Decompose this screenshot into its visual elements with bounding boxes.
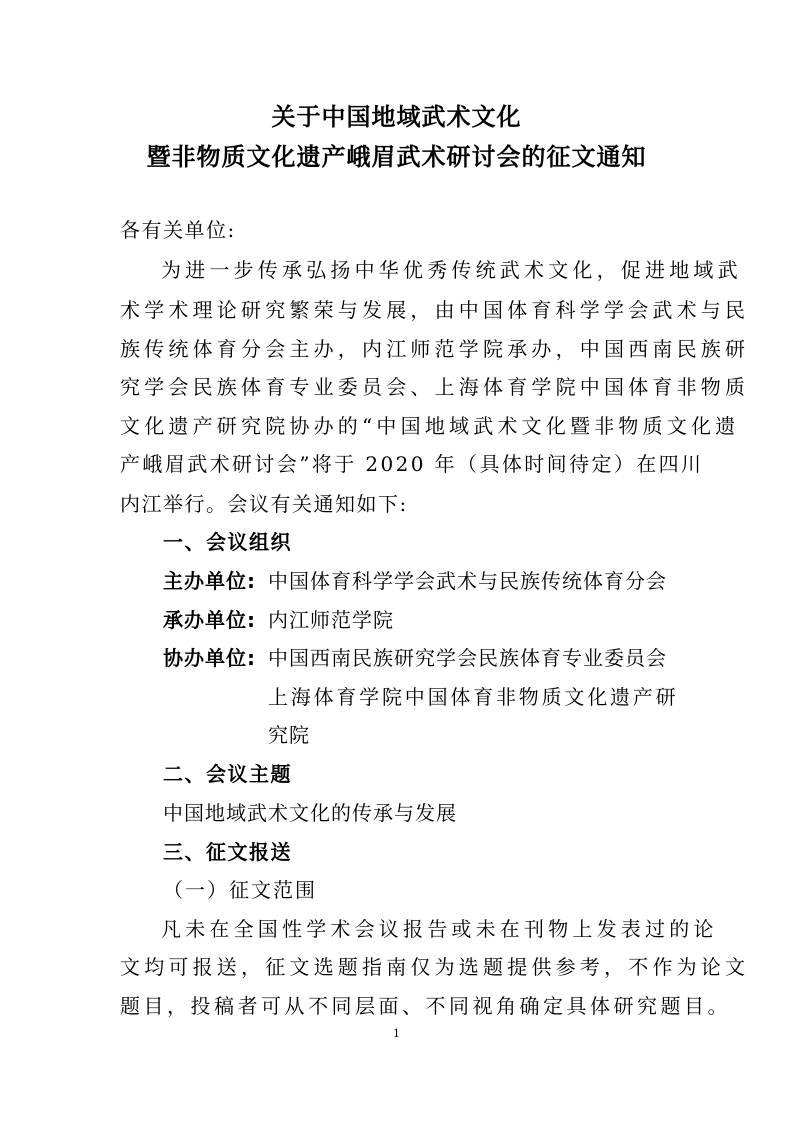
document-title-line-1: 关于中国地域武术文化 (271, 102, 522, 131)
intro-paragraph-line: 究学会民族体育专业委员会、上海体育学院中国体育非物质 (120, 375, 750, 399)
intro-paragraph-line: 文化遗产研究院协办的“中国地域武术文化暨非物质文化遗 (120, 414, 740, 438)
intro-paragraph-line: 产峨眉武术研讨会”将于 2020 年（具体时间待定）在四川 (120, 452, 704, 476)
page-number: 1 (393, 1027, 400, 1040)
document-title-line-2: 暨非物质文化遗产峨眉武术研讨会的征文通知 (146, 142, 647, 171)
conference-theme: 中国地域武术文化的传承与发展 (163, 801, 457, 825)
host-label: 主办单位: (163, 569, 256, 593)
scope-paragraph-line: 题目，投稿者可从不同层面、不同视角确定具体研究题目。 (120, 994, 731, 1018)
host-value: 中国体育科学学会武术与民族传统体育分会 (268, 569, 667, 593)
sub-heading-scope: （一）征文范围 (163, 878, 317, 902)
section-heading-submission: 三、征文报送 (163, 840, 292, 864)
organizer-value: 内江师范学院 (268, 608, 394, 632)
organizer-label: 承办单位: (163, 608, 256, 632)
intro-paragraph-line: 内江举行。会议有关通知如下: (120, 492, 408, 516)
salutation: 各有关单位: (120, 218, 236, 242)
co-organizer-value-line: 究院 (268, 723, 310, 747)
section-heading-theme: 二、会议主题 (163, 762, 292, 786)
intro-paragraph-line: 术学术理论研究繁荣与发展，由中国体育科学学会武术与民 (120, 298, 750, 322)
co-organizer-value-line: 中国西南民族研究学会民族体育专业委员会 (268, 646, 667, 670)
co-organizer-value-line: 上海体育学院中国体育非物质文化遗产研 (268, 685, 679, 709)
section-heading-organization: 一、会议组织 (163, 530, 292, 554)
scope-paragraph-line: 文均可报送，征文选题指南仅为选题提供参考，不作为论文 (120, 955, 750, 979)
scope-paragraph-line: 凡未在全国性学术会议报告或未在刊物上发表过的论 (161, 917, 718, 941)
intro-paragraph-line: 为进一步传承弘扬中华优秀传统武术文化，促进地域武 (161, 258, 742, 282)
intro-paragraph-line: 族传统体育分会主办，内江师范学院承办，中国西南民族研 (120, 337, 750, 361)
co-organizer-label: 协办单位: (163, 646, 256, 670)
